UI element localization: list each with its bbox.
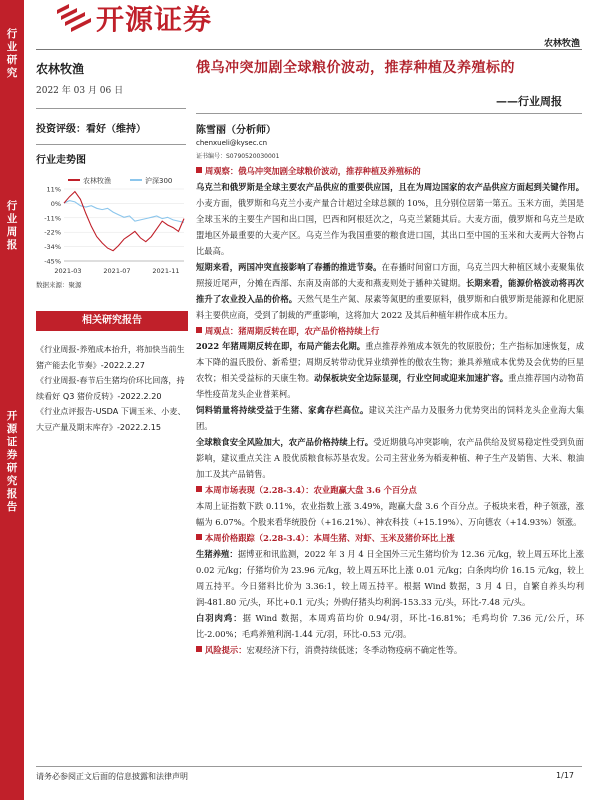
sector-name: 农林牧渔 xyxy=(36,62,85,76)
report-body xyxy=(196,164,584,659)
analyst-email[interactable]: chenxueli@kysec.cn xyxy=(196,139,268,147)
y-tick-label: -11% xyxy=(44,214,61,223)
bullet-icon xyxy=(196,534,202,540)
header-sector-tag: 农林牧渔 xyxy=(543,39,580,49)
paragraph: 生猪养殖：据博亚和讯监测，2022 年 3 月 4 日全国外三元生猪均价为 12.36 元/kg，较上周五环比上涨 0.02 元/kg；仔猪均价为 23.96 元/kg，较上周五环比上涨 0.01 元/kg；白条肉均价 16.15 元/kg，较上周五持平。今日猪料比价为 3.36:1，较上周五持平。根据 Wind 数据，3 月 4 日，自繁自养头均利润-481.80 元/头，环比+0.1 元/头；外购仔猪头均利润-153.33 元/头，环比-7.48 元/头。 xyxy=(196,548,584,607)
footer-divider xyxy=(36,766,582,767)
legend-label: 农林牧渔 xyxy=(83,177,111,185)
x-tick-label: 2021-11 xyxy=(152,267,180,275)
section-heading: 周观点：猪周期反转在即，农产品价格持续上行 xyxy=(196,324,584,340)
analyst-cert: 证书编号：S0790520030001 xyxy=(196,153,280,160)
trend-chart xyxy=(34,173,188,277)
paragraph: 饲料销量将持续受益于生猪、家禽存栏高位。建议关注产品力及服务力优势突出的饲料龙头企业海大集团。 xyxy=(196,405,584,432)
section-heading: 周观察：俄乌冲突加剧全球粮价波动，推荐种植及养殖标的 xyxy=(196,164,584,180)
divider xyxy=(36,144,186,145)
section-heading: 风险提示：宏观经济下行，消费持续低迷；冬季动物疫病不确定性等。 xyxy=(196,643,584,659)
y-tick-label: -22% xyxy=(44,228,61,237)
investment-rating: 投资评级：看好（维持） xyxy=(36,124,146,135)
series-line xyxy=(64,192,184,251)
section-heading: 本周市场表现（2.28-3.4）：农业跑赢大盘 3.6 个百分点 xyxy=(196,483,584,499)
x-tick-label: 2021-03 xyxy=(54,267,82,275)
legend-label: 沪深300 xyxy=(145,177,173,185)
footer-disclaimer: 请务必参阅正文后面的信息披露和法律声明 xyxy=(36,772,188,781)
brand-logo-icon xyxy=(55,2,93,32)
report-date: 2022 年 03 月 06 日 xyxy=(36,86,124,96)
report-subtitle: ——行业周报 xyxy=(496,95,562,108)
divider xyxy=(196,113,582,114)
y-tick-label: -34% xyxy=(44,243,61,252)
paragraph: 本周上证指数下跌 0.11%，农业指数上涨 3.49%，跑赢大盘 3.6 个百分点。子板块来看，种子领涨，涨幅为 6.07%。个股来看华统股份（+16.21%）、神农科技（+15.19%）、万向德农（+14.93%）领涨。 xyxy=(196,501,584,527)
side-strip xyxy=(0,0,24,800)
paragraph: 白羽肉鸡：据 Wind 数据，本周鸡苗均价 0.94/羽，环比-16.81%；毛鸡均价 7.36 元/公斤，环比-2.00%；毛鸡养殖利润-1.44 元/羽，环比-0.53 元/羽。 xyxy=(196,612,584,639)
x-tick-label: 2021-07 xyxy=(103,267,131,275)
paragraph: 短期来看，两国冲突直接影响了春播的推进节奏。在春播时间窗口方面，乌克兰四大种植区域小麦聚集依照接近尾声，分摊在西部、东南及南部的大麦和燕麦则处于播种关键期。长期来看，能源价格波动将再次推升了农业投入品的价格。天然气是生产氮、尿素等氮肥的重要原料，俄罗斯和白俄罗斯是能源和化肥原料主要供应商，受到了制裁的严重影响，这将加大 2022 及其后种植年耕作成本压力。 xyxy=(196,261,584,320)
paragraph: 全球粮食安全风险加大，农产品价格持续上行。受近期俄乌冲突影响，农产品供给及贸易稳定性受到负面影响，建议重点关注 A 股优质粮食标苏垦农发。公司主营业务为稻麦种植、种子生产及销售、大米、粮油加工及其产品销售。 xyxy=(196,437,584,480)
analyst-name: 陈雪丽（分析师） xyxy=(196,125,276,136)
side-tab-report-source: 开源证券研究报告 xyxy=(6,410,18,513)
divider xyxy=(36,108,186,109)
side-tab-weekly: 行业周报 xyxy=(6,200,18,251)
bullet-icon xyxy=(196,167,202,173)
page-number: 1/17 xyxy=(556,771,574,780)
trend-chart-title: 行业走势图 xyxy=(36,155,86,166)
header-divider xyxy=(36,49,582,50)
related-report-item[interactable]: 《行业周报-养殖成本抬升，将加快当前生猪产能去化节奏》-2022.2.27 xyxy=(36,344,185,370)
y-tick-label: 11% xyxy=(46,185,61,194)
report-title: 俄乌冲突加剧全球粮价波动，推荐种植及养殖标的 xyxy=(196,60,515,76)
paragraph: 2022 年猪周期反转在即，布局产能去化期。重点推荐养殖成本领先的牧原股份；生产指标加速恢复，成本下降的温氏股份、新希望；周期反转带动优异业绩弹性的傲农生物；兼具养殖成本优势及会优势的巨星农牧；相关受益标的天康生物。动保板块安全边际显现，行业空间或迎来加速扩容。重点推荐国内动物苗华性疫苗龙头企业普莱柯。 xyxy=(196,341,584,400)
bullet-icon xyxy=(196,486,202,492)
related-reports-header: 相关研究报告 xyxy=(36,311,188,331)
y-tick-label: -45% xyxy=(44,257,61,266)
brand-name: 开源证券 xyxy=(96,3,213,36)
section-heading: 本周价格跟踪（2.28-3.4）：本周生猪、对虾、玉米及猪价环比上涨 xyxy=(196,531,584,547)
related-report-item[interactable]: 《行业点评报告-USDA 下调玉米、小麦、大豆产量及期末库存》-2022.2.15 xyxy=(36,406,186,432)
related-report-item[interactable]: 《行业周报-春节后生猪均价环比回落，持续看好 Q3 猪价反转》-2022.2.20 xyxy=(36,375,185,401)
bullet-icon xyxy=(196,327,202,333)
related-reports-list xyxy=(36,342,188,436)
paragraph: 乌克兰和俄罗斯是全球主要农产品供应的重要供应国，且在为周边国家的农产品供应方面起到关键作用。小麦方面，俄罗斯和乌克兰小麦产量合计超过全球总额的 10%，且分别位居第一第五。玉米方面，美国是全球玉米的主要生产国和出口国，巴西和阿根廷次之，乌克兰紧随其后。大麦方面，俄罗斯和乌克兰是欧盟地区外最重要的大麦产区。乌克兰作为我国重要的粮食进口国，其出口至中国的玉米和大麦两大谷物占比最高。 xyxy=(196,181,584,256)
bullet-icon xyxy=(196,646,202,652)
side-tab-industry-research: 行业研究 xyxy=(6,28,18,79)
y-tick-label: 0% xyxy=(50,199,61,208)
chart-source: 数据来源：聚源 xyxy=(36,281,82,289)
